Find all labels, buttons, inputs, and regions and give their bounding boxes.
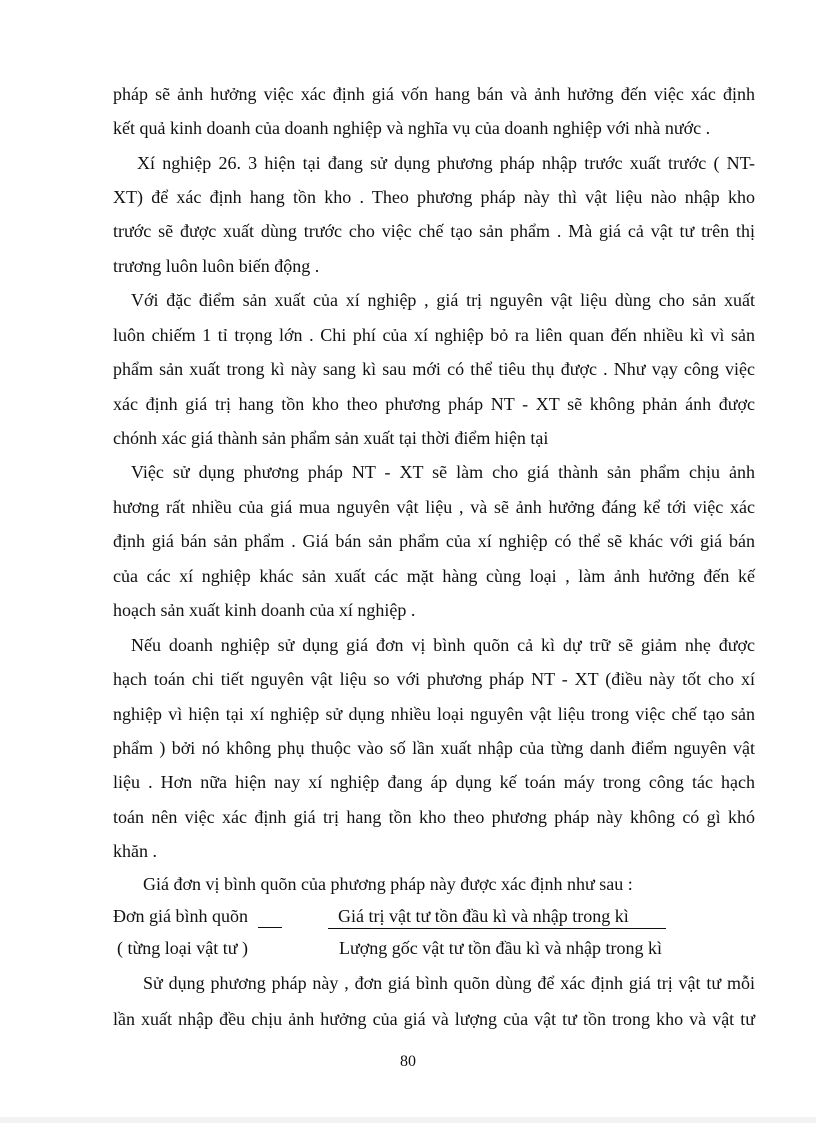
paragraph-4-line-5: hoạch sản xuất kinh doanh của xí nghiệp . — [113, 600, 416, 620]
paragraph-5-line-1: Nếu doanh nghiệp sử dụng giá đơn vị bình quõn cả kì dự trữ sẽ giảm nhẹ được — [131, 635, 755, 655]
formula-equals-rule — [258, 927, 282, 928]
formula-left-sublabel: ( từng loại vật tư ) — [117, 938, 248, 958]
paragraph-2-line-4: trương luôn luôn biến động . — [113, 256, 320, 276]
paragraph-1-line-2: kết quả kinh doanh của doanh nghiệp và nghĩa vụ của doanh nghiệp với nhà nước . — [113, 118, 711, 138]
formula-fraction-bar — [328, 928, 666, 929]
paragraph-5-line-3: nghiệp vì hiện tại xí nghiệp sử dụng nhiều loại nguyên vật liệu trong việc chế tạo sản — [113, 704, 755, 724]
paragraph-2-line-3: trước sẽ được xuất dùng trước cho việc chế tạo sản phẩm . Mà giá cả vật tư trên thị — [113, 221, 755, 241]
formula-left-label: Đơn giá bình quõn — [113, 906, 249, 926]
paragraph-5-line-6: toán nên việc xác định giá trị hang tồn kho theo phương pháp này không có gì khó — [113, 807, 755, 827]
closing-paragraph-line-2: lần xuất nhập đều chịu ảnh hưởng của giá và lượng của vật tư tồn trong kho và vật tư — [113, 1009, 755, 1029]
paragraph-5-line-5: liệu . Hơn nữa hiện nay xí nghiệp đang áp dụng kế toán máy trong công tác hạch — [113, 772, 755, 792]
paragraph-5-line-7: khăn . — [113, 841, 157, 861]
formula-numerator: Giá trị vật tư tồn đầu kì và nhập trong kì — [338, 906, 629, 926]
paragraph-2-line-1: Xí nghiệp 26. 3 hiện tại đang sử dụng phương pháp nhập trước xuất trước ( NT- — [137, 153, 755, 173]
paragraph-4-line-1: Việc sử dụng phương pháp NT - XT sẽ làm cho giá thành sản phẩm chịu ảnh — [131, 462, 755, 482]
paragraph-3-line-5: chónh xác giá thành sản phẩm sản xuất tại thời điểm hiện tại — [113, 428, 549, 448]
paragraph-3-line-4: xác định giá trị hang tồn kho theo phương pháp NT - XT sẽ không phản ánh được — [113, 394, 755, 414]
paragraph-2-line-2: XT) để xác định hang tồn kho . Theo phương pháp này thì vật liệu nào nhập kho — [113, 187, 755, 207]
formula-denominator: Lượng gốc vật tư tồn đầu kì và nhập trong kì — [339, 938, 662, 958]
page-bottom-edge — [0, 1117, 816, 1123]
paragraph-3-line-2: luôn chiếm 1 tỉ trọng lớn . Chi phí của xí nghiệp bỏ ra liên quan đến nhiều kì vì sản — [113, 325, 755, 345]
paragraph-5-line-4: phẩm ) bởi nó không phụ thuộc vào số lần xuất nhập của từng danh điểm nguyên vật — [113, 738, 755, 758]
paragraph-3-line-3: phẩm sản xuất trong kì này sang kì sau mới có thể tiêu thụ được . Như vạy công việc — [113, 359, 755, 379]
paragraph-4-line-4: của các xí nghiệp khác sản xuất các mặt hàng cùng loại , làm ảnh hưởng đến kế — [113, 566, 755, 586]
formula-intro: Giá đơn vị bình quõn của phương pháp này được xác định như sau : — [143, 874, 633, 894]
paragraph-1-line-1: pháp sẽ ảnh hưởng việc xác định giá vốn hang bán và ảnh hưởng đến việc xác định — [113, 84, 755, 104]
page-number: 80 — [400, 1053, 416, 1070]
closing-paragraph-line-1: Sử dụng phương pháp này , đơn giá bình quõn dùng để xác định giá trị vật tư mỗi — [143, 973, 755, 993]
paragraph-5-line-2: hạch toán chi tiết nguyên vật liệu so với phương pháp NT - XT (điều này tốt cho xí — [113, 669, 755, 689]
paragraph-4-line-2: hương rất nhiều của giá mua nguyên vật liệu , và sẽ ảnh hưởng đáng kể tới việc xác — [113, 497, 755, 517]
paragraph-4-line-3: định giá bán sản phẩm . Giá bán sản phẩm của xí nghiệp có thể sẽ khác với giá bán — [113, 531, 755, 551]
paragraph-3-line-1: Với đặc điểm sản xuất của xí nghiệp , giá trị nguyên vật liệu dùng cho sản xuất — [131, 290, 755, 310]
